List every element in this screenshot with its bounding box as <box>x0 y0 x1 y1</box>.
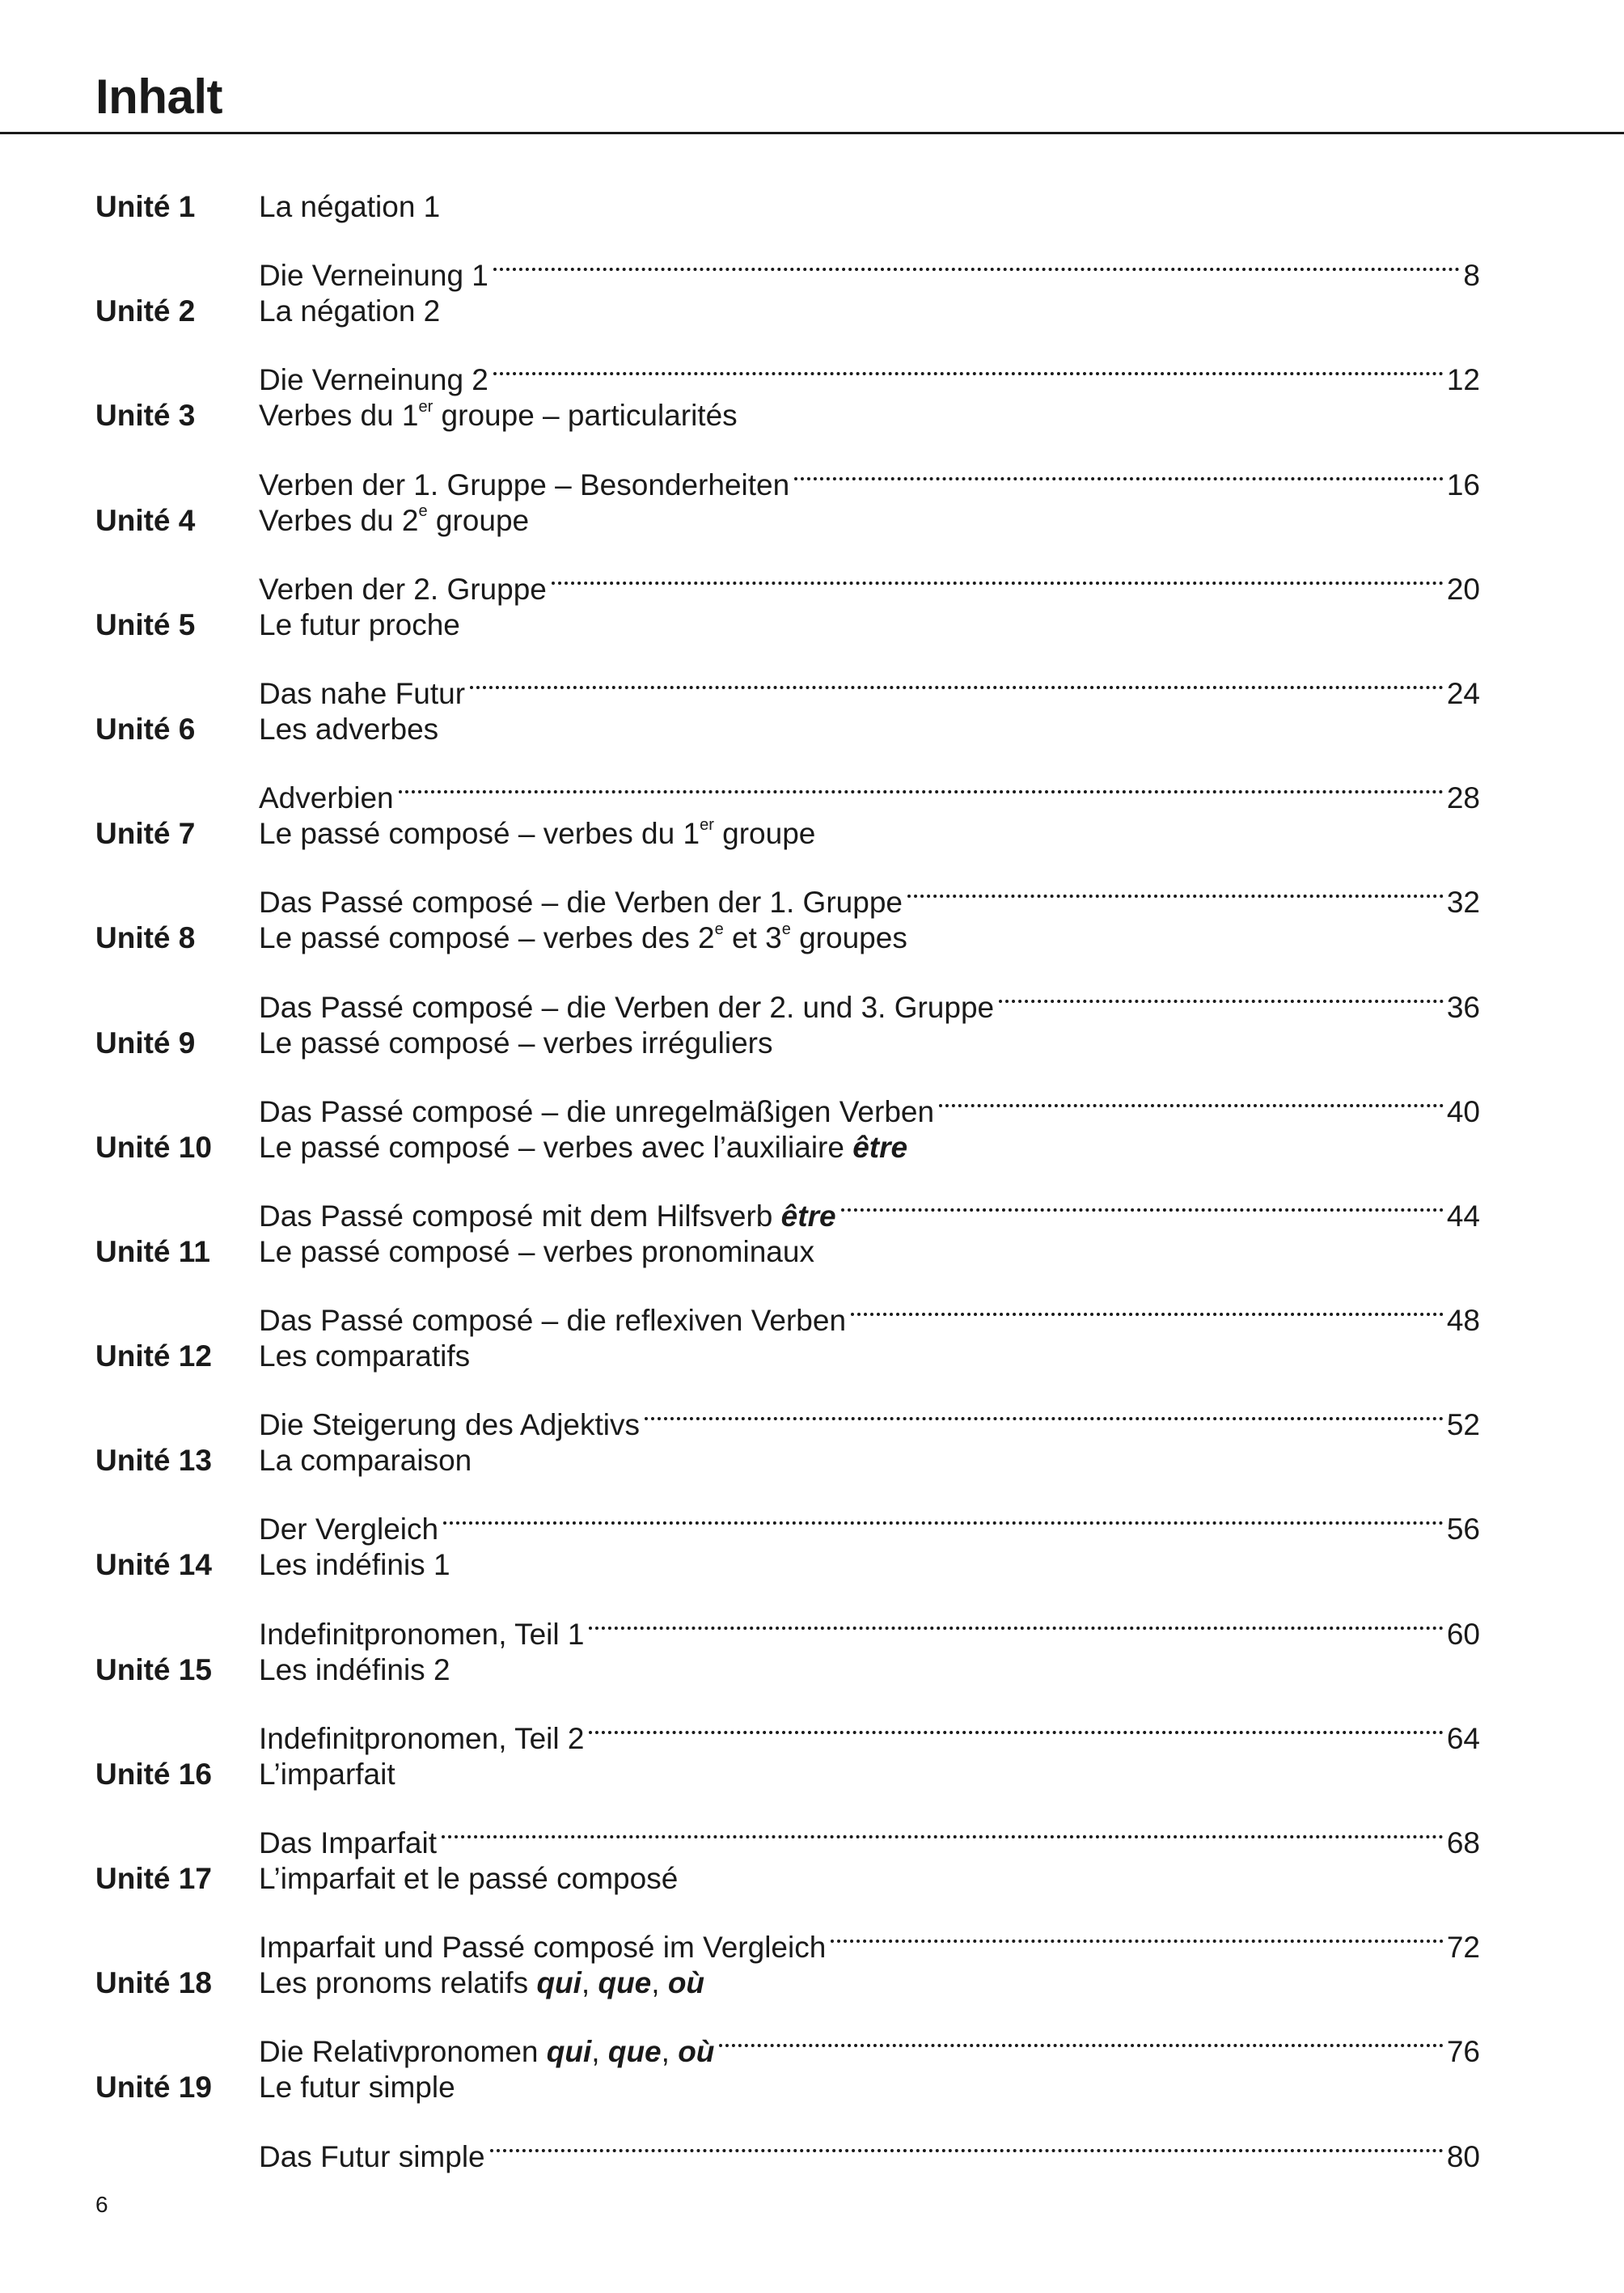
toc-entry-fr <box>0 912 1624 965</box>
toc-entry-fr <box>0 1122 1624 1174</box>
page-number: 28 <box>1446 781 1480 815</box>
toc-entry-fr <box>0 1539 1624 1592</box>
toc-entry-fr <box>0 286 1624 338</box>
french-title: Les pronoms relatifs qui, que, où <box>259 1966 705 2000</box>
german-title: Die Relativpronomen qui, que, où <box>259 2035 715 2069</box>
unit-label: Unité 16 <box>95 1757 212 1791</box>
unit-label: Unité 9 <box>95 1026 196 1060</box>
dot-leader <box>399 756 1444 809</box>
toc-entry-de[interactable] <box>0 338 1624 397</box>
unit-label: Unité 13 <box>95 1444 212 1478</box>
page-number: 16 <box>1446 467 1480 501</box>
toc-entry-fr <box>0 181 1624 234</box>
german-title: Indefinitpronomen, Teil 2 <box>259 1721 585 1755</box>
toc-entry-de[interactable] <box>0 651 1624 710</box>
toc-entry-de[interactable] <box>0 1592 1624 1651</box>
french-title: L’imparfait et le passé composé <box>259 1862 679 1895</box>
french-title: Le passé composé – verbes pronominaux <box>259 1234 814 1268</box>
unit-label: Unité 7 <box>95 817 196 851</box>
toc-entry-de[interactable] <box>0 1278 1624 1338</box>
table-of-contents <box>0 181 1624 2173</box>
french-title: Les adverbes <box>259 712 439 746</box>
german-title: Imparfait und Passé composé im Vergleich <box>259 1931 827 1965</box>
unit-label: Unité 5 <box>95 607 196 641</box>
dot-leader <box>490 2114 1444 2167</box>
toc-entry-fr <box>0 1435 1624 1487</box>
german-title: Das nahe Futur <box>259 676 466 710</box>
unit-label: Unité 12 <box>95 1339 212 1373</box>
french-title: Le passé composé – verbes avec l’auxiliaire être <box>259 1130 908 1164</box>
dot-leader <box>831 1906 1444 1958</box>
french-title: Les indéfinis 1 <box>259 1548 450 1582</box>
german-title: Die Verneinung 2 <box>259 363 488 397</box>
toc-entry-fr <box>0 1749 1624 1801</box>
french-title: La comparaison <box>259 1444 472 1478</box>
unit-label: Unité 19 <box>95 2071 212 2105</box>
toc-entry-de[interactable] <box>0 547 1624 606</box>
french-title: La négation 2 <box>259 294 441 328</box>
french-title: Le passé composé – verbes irréguliers <box>259 1026 773 1060</box>
toc-entry-de[interactable] <box>0 1696 1624 1755</box>
toc-entry-fr <box>0 495 1624 548</box>
toc-entry-de[interactable] <box>0 442 1624 501</box>
toc-entry-fr <box>0 390 1624 442</box>
unit-label: Unité 8 <box>95 921 196 955</box>
dot-leader <box>841 1174 1444 1226</box>
page-number: 12 <box>1446 363 1480 397</box>
page-number: 36 <box>1446 990 1480 1024</box>
page-number: 48 <box>1446 1304 1480 1338</box>
dot-leader <box>719 2010 1443 2062</box>
page-number: 44 <box>1446 1199 1480 1233</box>
toc-entry-de[interactable] <box>0 861 1624 920</box>
dot-leader <box>851 1278 1444 1331</box>
dot-leader <box>493 338 1444 391</box>
page-number: 60 <box>1446 1617 1480 1651</box>
unit-label: Unité 18 <box>95 1966 212 2000</box>
unit-label: Unité 3 <box>95 399 196 433</box>
french-title: Le futur simple <box>259 2071 455 2105</box>
german-title: Das Passé composé – die Verben der 2. und 3. Gruppe <box>259 990 995 1024</box>
toc-entry-de[interactable] <box>0 1174 1624 1233</box>
german-title: Verben der 1. Gruppe – Besonderheiten <box>259 467 790 501</box>
page-number: 80 <box>1446 2139 1480 2173</box>
unit-label: Unité 6 <box>95 712 196 746</box>
german-title: Das Passé composé – die Verben der 1. Gruppe <box>259 886 903 920</box>
french-title: Verbes du 2e groupe <box>259 502 530 537</box>
unit-label: Unité 10 <box>95 1130 212 1164</box>
footer-page-number: 6 <box>95 2192 108 2217</box>
unit-label: Unité 2 <box>95 294 196 328</box>
page-number: 32 <box>1446 886 1480 920</box>
dot-leader <box>939 1069 1444 1122</box>
unit-label: Unité 15 <box>95 1652 212 1686</box>
german-title: Die Verneinung 1 <box>259 259 488 293</box>
dot-leader <box>470 651 1444 704</box>
toc-entry-fr <box>0 1017 1624 1070</box>
toc-entry-fr <box>0 1331 1624 1383</box>
toc-entry-fr <box>0 2062 1624 2114</box>
dot-leader <box>552 547 1444 599</box>
dot-leader <box>493 234 1461 286</box>
german-title: Das Passé composé – die reflexiven Verben <box>259 1304 847 1338</box>
german-title: Verben der 2. Gruppe <box>259 572 547 606</box>
german-title: Das Passé composé – die unregelmäßigen Verben <box>259 1094 935 1128</box>
dot-leader <box>907 861 1444 913</box>
dot-leader <box>999 965 1444 1017</box>
page-number: 24 <box>1446 676 1480 710</box>
unit-label: Unité 11 <box>95 1234 210 1268</box>
toc-entry-de[interactable] <box>0 1800 1624 1859</box>
german-title: Adverbien <box>259 781 394 815</box>
toc-entry-de[interactable] <box>0 756 1624 815</box>
french-title: Les comparatifs <box>259 1339 471 1373</box>
page-number: 20 <box>1446 572 1480 606</box>
page-number: 76 <box>1446 2035 1480 2069</box>
toc-entry-fr <box>0 1226 1624 1279</box>
toc-entry-de[interactable] <box>0 2114 1624 2173</box>
german-title: Das Futur simple <box>259 2139 485 2173</box>
dot-leader <box>645 1383 1444 1436</box>
page-title: Inhalt <box>95 70 222 124</box>
dot-leader <box>442 1800 1444 1853</box>
toc-entry-de[interactable] <box>0 1906 1624 1965</box>
french-title: L’imparfait <box>259 1757 395 1791</box>
french-title: Le passé composé – verbes du 1er groupe <box>259 815 816 851</box>
dot-leader <box>589 1592 1443 1644</box>
german-title: Die Steigerung des Adjektivs <box>259 1408 640 1442</box>
german-title: Der Vergleich <box>259 1512 439 1546</box>
toc-entry-fr <box>0 704 1624 756</box>
title-rule <box>0 132 1624 134</box>
page-number: 64 <box>1446 1721 1480 1755</box>
dot-leader <box>443 1487 1444 1540</box>
french-title: Le futur proche <box>259 607 460 641</box>
french-title: La négation 1 <box>259 190 441 223</box>
page-number: 72 <box>1446 1931 1480 1965</box>
toc-entry-de[interactable] <box>0 1487 1624 1546</box>
toc-entry-fr <box>0 1644 1624 1697</box>
toc-entry-fr <box>0 1957 1624 2010</box>
toc-entry-fr <box>0 599 1624 652</box>
page-number: 8 <box>1463 259 1480 293</box>
toc-entry-fr <box>0 808 1624 861</box>
french-title: Le passé composé – verbes des 2e et 3e groupes <box>259 920 907 955</box>
unit-label: Unité 14 <box>95 1548 212 1582</box>
page-number: 68 <box>1446 1826 1480 1859</box>
toc-entry-fr <box>0 1853 1624 1906</box>
toc-entry-de[interactable] <box>0 1069 1624 1128</box>
toc-entry-de[interactable] <box>0 1383 1624 1442</box>
german-title: Indefinitpronomen, Teil 1 <box>259 1617 585 1651</box>
toc-entry-de[interactable] <box>0 2010 1624 2069</box>
unit-label: Unité 17 <box>95 1862 212 1895</box>
german-title: Das Imparfait <box>259 1826 438 1859</box>
german-title: Das Passé composé mit dem Hilfsverb être <box>259 1199 836 1233</box>
unit-label: Unité 1 <box>95 190 196 223</box>
dot-leader <box>794 442 1444 495</box>
dot-leader <box>589 1696 1443 1749</box>
french-title: Les indéfinis 2 <box>259 1652 450 1686</box>
toc-entry-de[interactable] <box>0 965 1624 1024</box>
page-number: 40 <box>1446 1094 1480 1128</box>
french-title: Verbes du 1er groupe – particularités <box>259 398 738 433</box>
toc-entry-de[interactable] <box>0 234 1624 293</box>
unit-label: Unité 4 <box>95 503 196 537</box>
page-number: 52 <box>1446 1408 1480 1442</box>
page-number: 56 <box>1446 1512 1480 1546</box>
